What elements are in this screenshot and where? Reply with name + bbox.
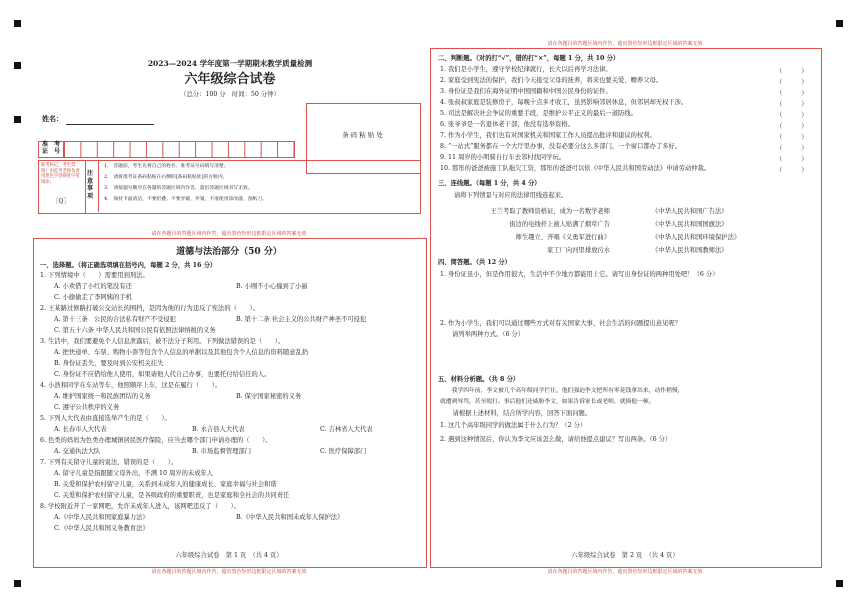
barcode-label: 条 码 粘 贴 处 xyxy=(342,131,383,139)
option: B. 身份证丢失，要及时到公安机关挂失 xyxy=(54,360,164,367)
judge-item: 2. 家庭受到宪法的保护，我们今天接受父母的抚养，将来也要关爱、赡养父母。 xyxy=(440,77,663,84)
answer-parentheses[interactable]: （ ） xyxy=(776,134,808,141)
boundary-notice: 请在各题目的答题区域内作答，超出黑色矩形边框限定区域的答案无效 xyxy=(547,569,703,575)
corner-marker xyxy=(14,116,21,123)
section-title: 四、简答题。（共 12 分） xyxy=(438,259,511,266)
answer-parentheses[interactable]: （ ） xyxy=(776,145,808,152)
match-left-item[interactable]: 街边的电线杆上被人贴满了烟草广告 xyxy=(509,221,610,228)
question: 6. 色类的妈妈为色类办理城镇居民医疗保险，应当去哪个部门申请办理的（ ）。 xyxy=(40,437,272,444)
option: C. 吉林省人大代表 xyxy=(320,426,373,433)
option: C. 遵守公共秩序的义务 xyxy=(54,404,120,411)
match-right-item[interactable]: 《中华人民共和国教师法》 xyxy=(652,247,728,254)
notice-item: 3. 请按题号顺序在各题的答题区域内作答，超出答题区域书写无效。 xyxy=(104,186,253,191)
question: 4. 小浩和同学在车站等车，他照顺序上车，这是在履行（ ）。 xyxy=(40,382,222,389)
option: B. 永吉县人大代表 xyxy=(192,426,245,433)
option: B. 小刚不小心撞到了小丽 xyxy=(236,283,308,290)
answer-parentheses[interactable]: （ ） xyxy=(776,68,808,75)
answer-parentheses[interactable]: （ ） xyxy=(776,90,808,97)
question: 2. 遇到这种情况后，你认为李文应该怎么做，请给他提点建议？写出两条。（6 分） xyxy=(440,436,672,443)
option: B. 保守国家秘密的义务 xyxy=(236,393,302,400)
question: 3. 生活中，我们要避免个人信息泄露后，被不法分子利用。下列做法错误的是（ ）。 xyxy=(40,338,285,345)
exam-title: 2023—2024 学年度第一学期期末教学质量检测 xyxy=(147,59,313,68)
match-right-item[interactable]: 《中华人民共和国广告法》 xyxy=(652,208,728,215)
corner-marker xyxy=(836,20,843,27)
id-label-1: 准 考 xyxy=(42,141,61,148)
section-title: 二、判断题。（对的打“√”，错的打“×”，每题 1 分，共 10 分） xyxy=(438,55,620,62)
question: 7. 下列有关留守儿童的说法，错误的是（ ）。 xyxy=(40,459,178,466)
option: A. 小欢借了小红的笔没有还 xyxy=(54,283,132,290)
match-right-item[interactable]: 《中华人民共和国环境保护法》 xyxy=(652,234,741,241)
absent-mark[interactable]: ［Q］ xyxy=(52,198,70,205)
answer-space[interactable] xyxy=(440,448,810,544)
question: 2. 王某路过修路打破公交站长的围挡，是因为他的行为违反了宪法的（ ）。 xyxy=(40,305,259,312)
name-label: 姓名： xyxy=(42,114,63,123)
option: A. 长春市人大代表 xyxy=(54,426,107,433)
notice-item: 2. 请将准考证条码粘贴在右侧的[条码粘贴处]的方框内。 xyxy=(104,175,228,180)
option: A. 把快递单、车票、购物小票等包含个人信息的单据以及其他包含个人信息的资料随意乱扔 xyxy=(54,349,309,356)
option: A. 维护国家统一和民族团结的义务 xyxy=(54,393,151,400)
id-label-2: 证 号 xyxy=(42,148,61,155)
option: A. 留守儿童是指跟随父母外出，不满 10 周岁的未成年人 xyxy=(54,470,214,477)
answer-parentheses[interactable]: （ ） xyxy=(776,156,808,163)
answer-parentheses[interactable]: （ ） xyxy=(776,101,808,108)
question: 8. 学校附近开了一家网吧，允许未成年人进入，该网吧违反了（ ）。 xyxy=(40,503,241,510)
match-left-item[interactable]: 家工厂向河里排放污水 xyxy=(547,247,610,254)
notice-item: 4. 保持卡面清洁，不要折叠、不要弄破、弄皱，不准使用涂改液、刮纸刀。 xyxy=(104,197,267,202)
corner-marker xyxy=(836,580,843,587)
subject-title: 六年级综合试卷 xyxy=(184,72,276,87)
judge-item: 3. 身份证是我们在海外证明中国国籍和中国公民身份的证件。 xyxy=(440,88,612,95)
option: B. 关爱和保护农村留守儿童，关系到未成年人的健康成长、家庭幸福与社会和谐 xyxy=(54,481,277,488)
option: C. 第五十六条 中华人民共和国公民有依照法律纳税的义务 xyxy=(54,327,216,334)
judge-item: 5. 司法是解决社会争议的重要手段，是维护公平正义的最后一道防线。 xyxy=(440,110,637,117)
option: C. 医疗保障部门 xyxy=(320,448,367,455)
match-left-item[interactable]: 师生趣立、齐唱《义勇军进行曲》 xyxy=(515,234,610,241)
section-title: 三、连线题。（每题 1 分，共 4 分） xyxy=(438,180,541,187)
notice-divider xyxy=(98,160,99,212)
option: A. 第十三条 公民的合法私有财产不受侵犯 xyxy=(54,316,176,323)
section-title: 五、材料分析题。（共 8 分） xyxy=(438,376,520,383)
question: 1. 这几个高年级同学的做法属于什么行为？（2 分） xyxy=(440,422,587,429)
option: C. 关爱和保护农村留守儿童，是各级政府的重要职责，也是家庭和全社会的共同责任 xyxy=(54,492,290,499)
notice-head: 注意事项 xyxy=(87,170,94,200)
question: 请列举两种方式。（6 分） xyxy=(452,331,525,338)
answer-space[interactable] xyxy=(440,342,810,372)
boundary-notice: 请在各题目的答题区域内作答，超出黑色矩形边框限定区域的答案无效 xyxy=(151,231,307,237)
section-title: 一、选择题。（将正确选项填在括号内，每题 2 分，共 16 分） xyxy=(40,262,217,269)
page-footer: 六年级综合试卷 第 1 页 （共 4 页） xyxy=(175,552,283,559)
material-instruction: 请根据上述材料，结合所学内容，回答下面问题。 xyxy=(440,410,592,417)
material-text: 就遭到辱骂，甚至殴打。事后他们还威胁李文，如果告诉家长或老师，就揍他一顿。 xyxy=(440,399,655,405)
judge-item: 7. 作为小学生，我们也有对国家机关和国家工作人员提出批评和建议的权利。 xyxy=(440,132,656,139)
question: 1. 下列情境中（ ）需要用到刑法。 xyxy=(40,272,149,279)
question: 2. 作为小学生，我们可以通过哪些方式对有关国家大事、社会生活的问题提出意见呢？ xyxy=(440,320,681,327)
name-field[interactable] xyxy=(66,124,154,125)
id-number-grid[interactable] xyxy=(63,141,295,158)
judge-item: 9. 11 周岁的小明骑自行车去邻村找同学玩。 xyxy=(440,154,566,161)
corner-marker xyxy=(14,580,21,587)
corner-marker xyxy=(14,62,21,69)
answer-parentheses[interactable]: （ ） xyxy=(776,79,808,86)
answer-space[interactable] xyxy=(440,282,810,316)
option: C.《中华人民共和国义务教育法》 xyxy=(54,525,149,532)
question: 5. 下列人大代表由直接选举产生的是（ ）。 xyxy=(40,415,171,422)
match-left-item[interactable]: 王兰考取了教师资格证，成为一名数学老师 xyxy=(490,208,610,215)
option: C. 小偷偷走了李阿姨的手机 xyxy=(54,294,132,301)
notice-item: 1. 答题前，考生先将自己的姓名、准考证号码填写清楚。 xyxy=(104,164,229,169)
corner-marker xyxy=(14,20,21,27)
option: B. 第十二条 社会主义的公共财产神圣不可侵犯 xyxy=(236,316,367,323)
question: 1. 身份证虽小，但是作用很大，生活中不少地方都能用上它。请写出身份证的两种用处吧！（6 分） xyxy=(440,271,719,278)
score-info: （总分：100 分 时间：50 分钟） xyxy=(180,91,280,98)
judge-item: 1. 我们是小学生，遵守学校纪律就行，长大以后再学习法律。 xyxy=(440,66,612,73)
answer-parentheses[interactable]: （ ） xyxy=(776,112,808,119)
answer-parentheses[interactable]: （ ） xyxy=(776,123,808,130)
option: A. 交通执法大队 xyxy=(54,448,101,455)
boundary-notice: 请在各题目的答题区域内作答，超出黑色矩形边框限定区域的答案无效 xyxy=(151,569,307,575)
judge-item: 6. 张爷爷是一名退休老干部，他没有选举资格。 xyxy=(440,121,574,128)
boundary-notice: 请在各题目的答题区域内作答，超出黑色矩形边框限定区域的答案无效 xyxy=(547,41,703,47)
judge-item: 4. 张叔叔家庭是装修房子，每晚十点多才收工，虽然影响邻居休息，但邻居却无权干涉。 xyxy=(440,99,688,106)
option: B. 市场监督管理部门 xyxy=(192,448,252,455)
match-right-item[interactable]: 《中华人民共和国国旗法》 xyxy=(652,221,728,228)
absent-note: 缺考标记，考生禁填！由监考老师负责用黑色字迹钢笔字笔填涂。 xyxy=(41,163,80,185)
option: C. 身份证不应借给他人使用，如果请他人代自己办事，也要托付给信任的人。 xyxy=(54,371,271,378)
option: A.《中华人民共和国家庭暴力法》 xyxy=(54,514,149,521)
part-title: 道德与法治部分（50 分） xyxy=(176,247,282,257)
judge-item: 8. “一站式”服务都在一个大厅里办事，没有必要分这么多部门，一个窗口都办了多好。 xyxy=(440,143,682,150)
answer-parentheses[interactable]: （ ） xyxy=(776,167,808,174)
material-text: 我学四年前，李文被几个高年级同学拦住，他们强迫李文把所有零花钱拿出来，动作稍慢， xyxy=(440,388,684,394)
judge-item: 10. 那彤的爸爸被施工队拖欠工资，那彤的爸爸可以依《中华人民共和国劳动法》申请劳动仲裁。 xyxy=(440,165,711,172)
page-footer: 六年级综合试卷 第 2 页 （共 4 页） xyxy=(571,552,679,559)
section-instruction: 请将下列情景与对应的法律用线连起来。 xyxy=(454,192,568,199)
option: B.《中华人民共和国未成年人保护法》 xyxy=(236,514,344,521)
